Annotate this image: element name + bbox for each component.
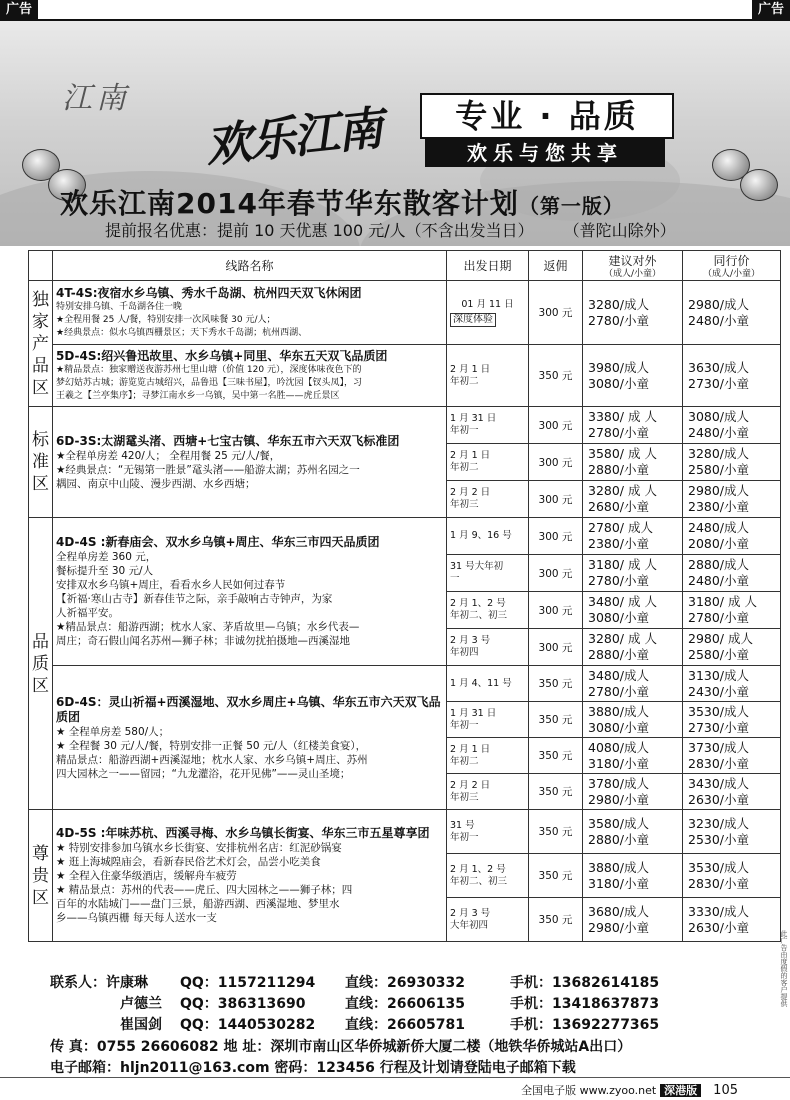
suggest-price-cell: 3580/ 成 人 2880/小童 [583, 444, 683, 481]
peer-price-cell: 3530/成人 2730/小童 [683, 702, 781, 738]
route-cell: 5D-4S:绍兴鲁迅故里、水乡乌镇+同里、华东五天双飞品质团 ★精品景点：独家赠送夜游苏州七里山塘（价值 120 元），深度体味夜色下的 梦幻姑苏古城；游览览古城绍兴，品鲁迅【三味书屋】，吟沈园【钗头凤】，习 王羲之【兰亭集序】；寻梦江南水乡一乌镇，吴中第一名胜——虎丘景区 [53, 345, 447, 407]
table-row [29, 281, 781, 345]
rebate-cell: 350 元 [529, 702, 583, 738]
footer-rule [0, 1077, 790, 1078]
contact-tel: 直线：26606135 [345, 996, 465, 1012]
contact-tel: 直线：26930332 [345, 975, 465, 991]
logo-small: 江南 [62, 81, 130, 116]
peer-price-cell: 2980/成人 2380/小童 [683, 481, 781, 518]
contact-name: 联系人：许康琳 [50, 975, 148, 991]
header-date: 出发日期 [447, 251, 529, 281]
date-cell: 01 月 11 日 深度体验 [447, 281, 529, 345]
contact-mobile: 手机：13682614185 [510, 975, 660, 991]
header-blank [29, 251, 53, 281]
rebate-cell: 300 元 [529, 629, 583, 666]
rebate-cell: 350 元 [529, 810, 583, 854]
peer-price-cell: 3430/成人 2630/小童 [683, 774, 781, 810]
peer-price-cell: 2880/成人 2480/小童 [683, 555, 781, 592]
peer-price-cell: 3630/成人 2730/小童 [683, 345, 781, 407]
rebate-cell: 300 元 [529, 407, 583, 444]
footer-site: 全国电子版 www.zyoo.net [521, 1084, 657, 1097]
rebate-cell: 350 元 [529, 854, 583, 898]
route-cell: 4D-5S :年味苏杭、西溪寻梅、水乡乌镇长街宴、华东三市五星尊享团 ★ 特别安排参加乌镇水乡长街宴、安排杭州名店：红泥砂锅宴 ★ 逛上海城隍庙会，看新春民俗艺术灯会，品尝小吃美食 ★ 全程入住豪华级酒店，缓解舟车疲劳 ★ 精品景点：苏州的代表——虎丘、四大园林之——狮子林；四 百年的水陆城门——盘门三景，船游西湖、西溪湿地、梦里水 乡——乌镇西栅 每天每人送水一支 [53, 810, 447, 942]
peer-price-cell: 3080/成人 2480/小童 [683, 407, 781, 444]
early-booking-note [105, 218, 676, 241]
peer-price-cell: 2980/ 成人 2580/小童 [683, 629, 781, 666]
table-row [29, 518, 781, 555]
ad-tag-right: 广告 [752, 0, 790, 20]
date-cell: 31 号 年初一 [447, 810, 529, 854]
route-title: 4D-5S :年味苏杭、西溪寻梅、水乡乌镇长街宴、华东三市五星尊享团 [56, 826, 430, 840]
suggest-price-cell: 3280/ 成 人 2680/小童 [583, 481, 683, 518]
title-main: 欢乐江南2014年春节华东散客计划 [60, 187, 519, 220]
table-row [29, 810, 781, 854]
suggest-price-cell: 3280/ 成 人 2880/小童 [583, 629, 683, 666]
page-number: 105 [713, 1083, 738, 1098]
rebate-cell: 350 元 [529, 898, 583, 942]
suggest-price-cell: 4080/成人 3180/小童 [583, 738, 683, 774]
suggest-price-cell: 3480/ 成 人 3080/小童 [583, 592, 683, 629]
route-title: 4T-4S:夜宿水乡乌镇、秀水千岛湖、杭州四天双飞休闲团 [56, 285, 362, 300]
date-cell: 2 月 1、2 号 年初二、初三 [447, 592, 529, 629]
logo-text: 欢乐江南 [202, 100, 384, 174]
rebate-cell: 350 元 [529, 345, 583, 407]
rebate-cell: 300 元 [529, 281, 583, 345]
table-row [29, 345, 781, 407]
date-cell: 1 月 31 日 年初一 [447, 702, 529, 738]
date-cell: 2 月 3 号 年初四 [447, 629, 529, 666]
rebate-cell: 300 元 [529, 592, 583, 629]
suggest-price-cell: 3780/成人 2980/小童 [583, 774, 683, 810]
slogan-main: 专业 · 品质 [420, 93, 674, 139]
peer-price-cell: 3730/成人 2830/小童 [683, 738, 781, 774]
slogan-sub: 欢乐与您共享 [425, 139, 665, 167]
route-cell: 6D-3S:太湖鼋头渚、西塘+七宝古镇、华东五市六天双飞标准团 ★全程单房差 420/人； 全程用餐 25 元/人/餐， ★经典景点：“无锡第一胜景”鼋头渚——船游太湖；苏州名园之一 耦园、南京中山陵、漫步西湖、水乡西塘； [53, 407, 447, 518]
rebate-cell: 300 元 [529, 518, 583, 555]
rebate-cell: 300 元 [529, 444, 583, 481]
date-cell: 2 月 1 日 年初二 [447, 738, 529, 774]
ad-tag-left: 广告 [0, 0, 38, 20]
rebate-cell: 350 元 [529, 666, 583, 702]
date-cell: 31 号大年初 一 [447, 555, 529, 592]
header-rebate: 返佣 [529, 251, 583, 281]
subtitle-right: （普陀山除外） [563, 221, 676, 240]
contact-mobile: 手机：13418637873 [510, 996, 660, 1012]
suggest-price-cell: 3680/成人 2980/小童 [583, 898, 683, 942]
peer-price-cell: 3530/成人 2830/小童 [683, 854, 781, 898]
lantern-right-2 [740, 169, 778, 201]
peer-price-cell: 2980/成人 2480/小童 [683, 281, 781, 345]
header-suggest: 建议对外 （成人/小童） [583, 251, 683, 281]
page-title [60, 182, 624, 222]
footer-edition: 深港版 [660, 1084, 701, 1097]
rebate-cell: 300 元 [529, 555, 583, 592]
category-dujia: 独 家 产 品 区 [29, 281, 53, 407]
contact-qq: QQ：386313690 [180, 996, 306, 1012]
route-title: 4D-4S :新春庙会、双水乡乌镇+周庄、华东三市四天品质团 [56, 535, 380, 549]
tour-plan-table [28, 250, 781, 942]
header-peer: 同行价 （成人/小童） [683, 251, 781, 281]
suggest-price-cell: 3180/ 成 人 2780/小童 [583, 555, 683, 592]
footer [521, 1082, 738, 1098]
contact-tel: 直线：26605781 [345, 1017, 465, 1033]
rebate-cell: 300 元 [529, 481, 583, 518]
route-cell: 4T-4S:夜宿水乡乌镇、秀水千岛湖、杭州四天双飞休闲团 特别安排乌镇、千岛湖各住一晚 ★全程用餐 25 人/餐，特别安排一次风味餐 30 元/人； ★经典景点：似水乌镇西栅景区；天下秀水千岛湖；杭州西湖、 [53, 281, 447, 345]
category-pinzhi: 品 质 区 [29, 518, 53, 810]
brand-logo [202, 73, 415, 193]
suggest-price-cell: 3380/ 成 人 2780/小童 [583, 407, 683, 444]
suggest-price-cell: 3980/成人 3080/小童 [583, 345, 683, 407]
date-cell: 1 月 9、16 号 [447, 518, 529, 555]
route-title: 6D-4S：灵山祈福+西溪湿地、双水乡周庄+乌镇、华东五市六天双飞品质团 [56, 694, 441, 724]
peer-price-cell: 3330/成人 2630/小童 [683, 898, 781, 942]
date-cell: 2 月 1、2 号 年初二、初三 [447, 854, 529, 898]
contact-qq: QQ：1440530282 [180, 1017, 316, 1033]
suggest-price-cell: 3480/成人 2780/小童 [583, 666, 683, 702]
contact-name: 卢德兰 [120, 996, 162, 1012]
route-cell: 6D-4S：灵山祈福+西溪湿地、双水乡周庄+乌镇、华东五市六天双飞品质团 ★ 全程单房差 580/人； ★ 全程餐 30 元/人/餐，特别安排一正餐 50 元/人（红楼美食宴）， 精品景点：船游西湖+西溪湿地；枕水人家、水乡乌镇+周庄、苏州 四大园林之一——留园；“九龙灌浴，花开见佛”——灵山圣境； [53, 666, 447, 810]
date-cell: 2 月 2 日 年初三 [447, 481, 529, 518]
contact-qq: QQ：1157211294 [180, 975, 316, 991]
peer-price-cell: 2480/成人 2080/小童 [683, 518, 781, 555]
peer-price-cell: 3180/ 成 人 2780/小童 [683, 592, 781, 629]
subtitle-left: 提前报名优惠：提前 10 天优惠 100 元/人（不含出发当日） [105, 221, 534, 240]
suggest-price-cell: 3280/成人 2780/小童 [583, 281, 683, 345]
header-route: 线路名称 [53, 251, 447, 281]
route-title: 5D-4S:绍兴鲁迅故里、水乡乌镇+同里、华东五天双飞品质团 [56, 348, 388, 363]
title-edition: （第一版） [518, 194, 624, 218]
date-cell: 2 月 3 号 大年初四 [447, 898, 529, 942]
category-biaozhun: 标 准 区 [29, 407, 53, 518]
peer-price-cell: 3230/成人 2530/小童 [683, 810, 781, 854]
side-note: 此广告由度假的客户提供 [780, 930, 788, 1007]
suggest-price-cell: 3580/成人 2880/小童 [583, 810, 683, 854]
rebate-cell: 350 元 [529, 738, 583, 774]
peer-price-cell: 3280/成人 2580/小童 [683, 444, 781, 481]
table-row [29, 407, 781, 444]
contact-mobile: 手机：13692277365 [510, 1017, 660, 1033]
rebate-cell: 350 元 [529, 774, 583, 810]
date-cell: 2 月 2 日 年初三 [447, 774, 529, 810]
route-cell: 4D-4S :新春庙会、双水乡乌镇+周庄、华东三市四天品质团 全程单房差 360 元， 餐标提升至 30 元/人 安排双水乡乌镇+周庄，看看水乡人民如何过春节 【祈福·寒山古寺】新春佳节之际，亲手敲响古寺钟声，为家 人祈福平安。 ★精品景点：船游西湖；枕水人家、茅盾故里—乌镇；水乡代表— 周庄；奇石假山闻名苏州—狮子林；非诚勿扰拍摄地—西溪湿地 [53, 518, 447, 666]
date-cell: 2 月 1 日 年初二 [447, 345, 529, 407]
category-zungui: 尊 贵 区 [29, 810, 53, 942]
date-cell: 1 月 31 日 年初一 [447, 407, 529, 444]
route-title: 6D-3S:太湖鼋头渚、西塘+七宝古镇、华东五市六天双飞标准团 [56, 433, 400, 448]
suggest-price-cell: 2780/ 成人 2380/小童 [583, 518, 683, 555]
peer-price-cell: 3130/成人 2430/小童 [683, 666, 781, 702]
suggest-price-cell: 3880/成人 3080/小童 [583, 702, 683, 738]
date-cell: 2 月 1 日 年初二 [447, 444, 529, 481]
contact-name: 崔国剑 [120, 1017, 162, 1033]
table-row [29, 666, 781, 702]
table-header-row [29, 251, 781, 281]
suggest-price-cell: 3880/成人 3180/小童 [583, 854, 683, 898]
date-cell: 1 月 4、11 号 [447, 666, 529, 702]
